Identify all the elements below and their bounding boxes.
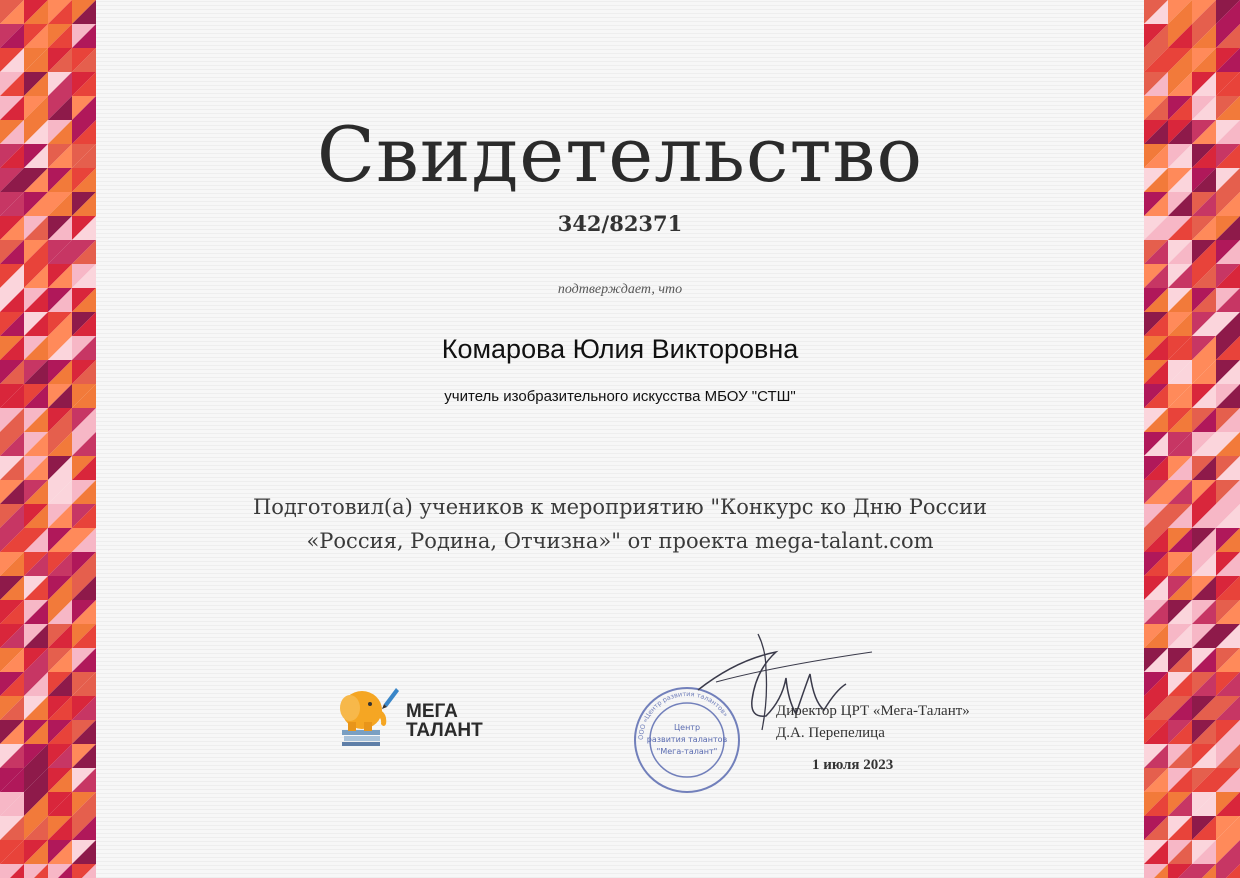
stamp-inner-line-1: Центр: [673, 723, 701, 732]
signature-block: [776, 700, 970, 744]
certificate-number: 342/82371: [557, 211, 683, 236]
achievement-line-1: Подготовил(а) учеников к мероприятию "Конкурс ко Дню России: [252, 495, 988, 519]
logo-text: [406, 702, 483, 740]
confirms-text: подтверждает, что: [557, 282, 683, 297]
achievement-text: [156, 490, 1084, 558]
recipient-name: Комарова Юлия Викторовна: [441, 334, 799, 364]
certificate-title: Свидетельство: [316, 110, 924, 199]
stamp-inner-line-3: "Мега-талант": [656, 747, 718, 756]
recipient-position: учитель изобразительного искусства МБОУ "СТШ": [444, 388, 796, 405]
logo-line-2: ТАЛАНТ: [406, 720, 483, 741]
issue-date: 1 июля 2023: [812, 757, 894, 773]
mega-talant-logo: [336, 678, 496, 748]
decorative-border-right: [1144, 0, 1240, 878]
decorative-border-left: [0, 0, 96, 878]
logo-line-1: МЕГА: [406, 701, 458, 722]
achievement-line-2: «Россия, Родина, Отчизна»" от проекта mega-talant.com: [306, 529, 934, 553]
stamp-ring-text: ООО «Центр развития талантов»: [636, 689, 730, 741]
director-name: Д.А. Перепелица: [776, 725, 885, 741]
certificate-sheet: [96, 0, 1144, 878]
stamp-inner-line-2: развития талантов: [646, 735, 728, 744]
elephant-icon: [336, 678, 402, 748]
director-title: Директор ЦРТ «Мега-Талант»: [776, 703, 970, 719]
